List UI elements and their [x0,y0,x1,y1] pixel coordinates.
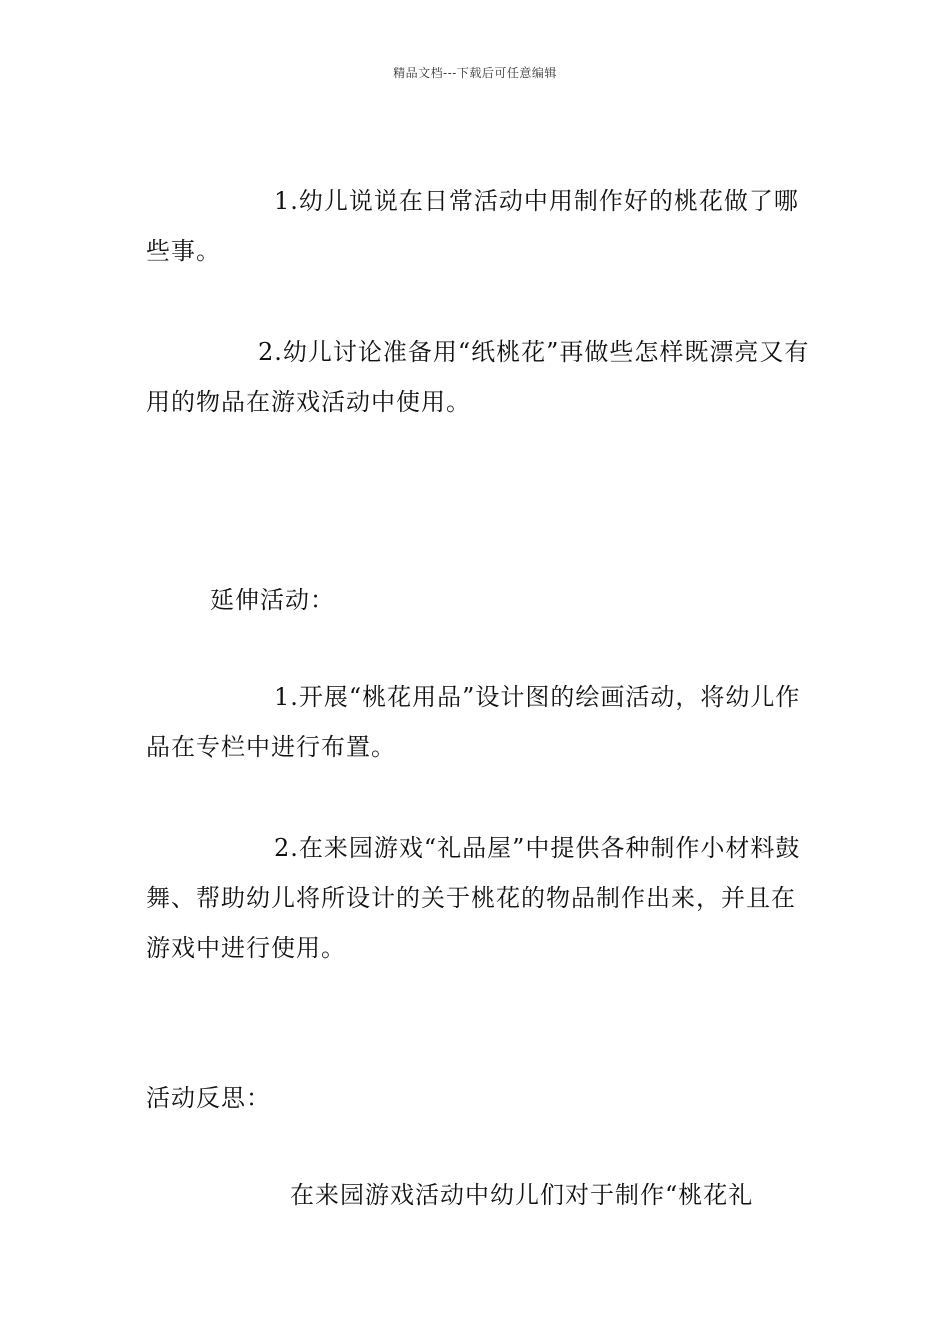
section-heading-extension: 延伸活动： [210,586,335,614]
paragraph-reflection: 在来园游戏活动中幼儿们对于制作“桃花礼 [290,1181,754,1209]
paragraph-activity-2: 2.幼儿讨论准备用“纸桃花”再做些怎样既漂亮又有用的物品在游戏活动中使用。 [146,338,810,416]
section-heading-reflection: 活动反思： [146,1084,271,1112]
paragraph-activity-1: 1.幼儿说说在日常活动中用制作好的桃花做了哪些事。 [146,187,799,265]
paragraph-extension-2: 2.在来园游戏“礼品屋”中提供各种制作小材料鼓舞、帮助幼儿将所设计的关于桃花的物品制作出来，并且在游戏中进行使用。 [146,834,801,962]
page-header: 精品文档---下载后可任意编辑 [393,66,557,80]
paragraph-extension-1: 1.开展“桃花用品”设计图的绘画活动，将幼儿作品在专栏中进行布置。 [146,683,801,761]
